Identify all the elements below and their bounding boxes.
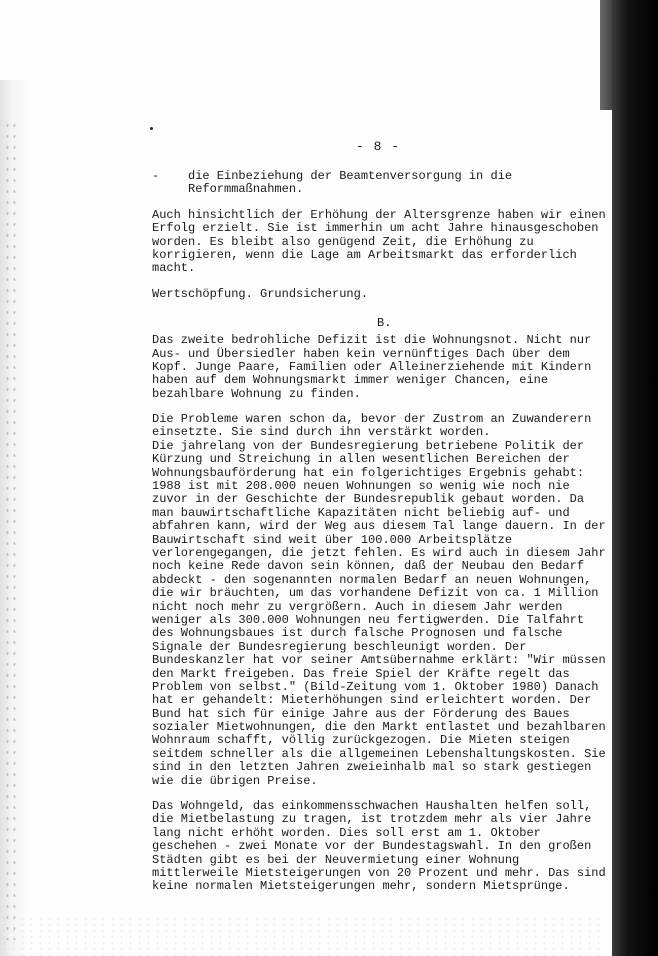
text-line: man bauwirtschaftliche Kapazitäten nicht beliebig auf- und (152, 505, 570, 520)
paragraph-wertschoepfung (152, 288, 602, 301)
text-line: 1988 ist mit 208.000 neuen Wohnungen so wenig wie noch nie (152, 479, 570, 494)
text-line: Die Probleme waren schon da, bevor der Zustrom an Zuwanderern (152, 412, 592, 427)
text-line: sozialer Mietwohnungen, die den Markt entlastet und bezahlbaren (152, 720, 606, 735)
text-line: Wertschöpfung. Grundsicherung. (152, 286, 369, 301)
text-line: keine normalen Mietsteigerungen mehr, sondern Mietsprünge. (152, 879, 570, 894)
paragraph-altersgrenze (152, 207, 606, 276)
document-body (152, 169, 606, 894)
text-line: die wir bräuchten, um das vorhandene Defizit von ca. 1 Million (152, 586, 599, 601)
scan-right-dark-border (612, 0, 658, 956)
text-line: Kürzung und Streichung in allen wesentlichen Bereichen der (152, 452, 570, 467)
text-line: noch keine Rede davon sein können, daß der Neubau den Bedarf (152, 559, 585, 574)
text-line: Erfolg erzielt. Sie ist immerhin um acht Jahre hinausgeschoben (152, 221, 599, 236)
speck-mark (150, 127, 153, 130)
text-line: mittlerweile Mietsteigerungen von 20 Prozent und mehr. Das sind (152, 865, 606, 880)
text-line: hat er gehandelt: Mieterhöhungen sind erleichtert worden. Der (152, 693, 592, 708)
text-line: Signale der Bundesregierung beschleunigt worden. Der (152, 639, 527, 654)
text-line: macht. (152, 261, 196, 276)
paragraph-wohnungsnot (152, 334, 602, 401)
text-line: Bund hat sich für einige Jahre aus der Förderung des Baues (152, 706, 570, 721)
text-line: des Wohnungsbaues ist durch falsche Prognosen und falsche (152, 626, 563, 641)
text-line: zuvor in der Geschichte der Bundesrepublik gebaut worden. Da (152, 492, 585, 507)
text-line: weniger als 300.000 Wohnungen neu fertigwerden. Die Talfahrt (152, 612, 585, 627)
text-line: Bauwirtschaft sind weit über 100.000 Arbeitsplätze (152, 532, 513, 547)
scan-left-edge-noise (4, 120, 18, 940)
text-line: sind in den letzten Jahren zweieinhalb mal so stark gestiegen (152, 760, 592, 775)
text-line: worden. Es bleibt also genügend Zeit, die Erhöhung zu (152, 234, 534, 249)
paragraph-wohngeld (152, 799, 606, 894)
text-line: Städten gibt es bei der Neuvermietung einer Wohnung (152, 852, 520, 867)
text-line: seitdem schneller als die allgemeinen Lebenshaltungskosten. Sie (152, 746, 606, 761)
text-line: wie die übrigen Preise. (152, 773, 318, 788)
text-line: Das Wohngeld, das einkommensschwachen Haushalten helfen soll, (152, 799, 592, 814)
text-line: nicht noch mehr zu vergrößern. Auch in diesem Jahr werden (152, 599, 563, 614)
text-line: einsetzte. Sie sind durch ihn verstärkt worden. (152, 425, 491, 440)
scan-bottom-noise (0, 916, 600, 956)
text-line: Problem von selbst." (Bild-Zeitung vom 1. Oktober 1980) Danach (152, 679, 599, 694)
page-number: - 8 - (356, 139, 401, 154)
paragraph-probleme (152, 412, 606, 788)
text-line: die Mietbelastung zu tragen, ist trotzdem mehr als vier Jahre (152, 812, 592, 827)
section-heading: B. (377, 316, 392, 330)
text-line: den Markt freigeben. Das freie Spiel der Kräfte regelt das (152, 666, 570, 681)
text-line: Kopf. Junge Paare, Familien oder Alleinerziehende mit Kindern (152, 359, 592, 374)
text-line: Das zweite bedrohliche Defizit ist die Wohnungsnot. Nicht nur (152, 333, 592, 348)
text-line: verlorengegangen, die jetzt fehlen. Es wird auch in diesem Jahr (152, 545, 606, 560)
text-line: geschehen - zwei Monate vor der Bundestagswahl. In den großen (152, 839, 592, 854)
text-line: Bundeskanzler hat vor seiner Amtsübernahme erklärt: "Wir müssen (152, 653, 606, 668)
bullet-item (152, 170, 602, 197)
text-line: Reformmaßnahmen. (152, 182, 304, 197)
text-line: Wohnraum schafft, völlig zurückgezogen. Die Mieten steigen (152, 733, 570, 748)
text-line: Aus- und Übersiedler haben kein vernünftiges Dach über dem (152, 346, 570, 361)
text-line: Wohnungsbauförderung hat ein folgerichtiges Ergebnis gehabt: (152, 465, 585, 480)
text-line: Die jahrelang von der Bundesregierung betriebene Politik der (152, 438, 585, 453)
text-line: abdeckt - den sogenannten normalen Bedarf an neuen Wohnungen, (152, 572, 592, 587)
text-line: abfahren kann, wird der Weg aus diesem Tal lange dauern. In der (152, 519, 606, 534)
text-line: bezahlbare Wohnung zu finden. (152, 386, 361, 401)
text-line: korrigieren, wenn die Lage am Arbeitsmarkt das erforderlich (152, 247, 577, 262)
text-line: - die Einbeziehung der Beamtenversorgung in die (152, 169, 513, 183)
text-line: Auch hinsichtlich der Erhöhung der Altersgrenze haben wir einen (152, 207, 606, 222)
text-line: lang nicht erhöht worden. Dies soll erst am 1. Oktober (152, 825, 541, 840)
text-line: haben auf dem Wohnungsmarkt immer weniger Chancen, eine (152, 373, 549, 388)
